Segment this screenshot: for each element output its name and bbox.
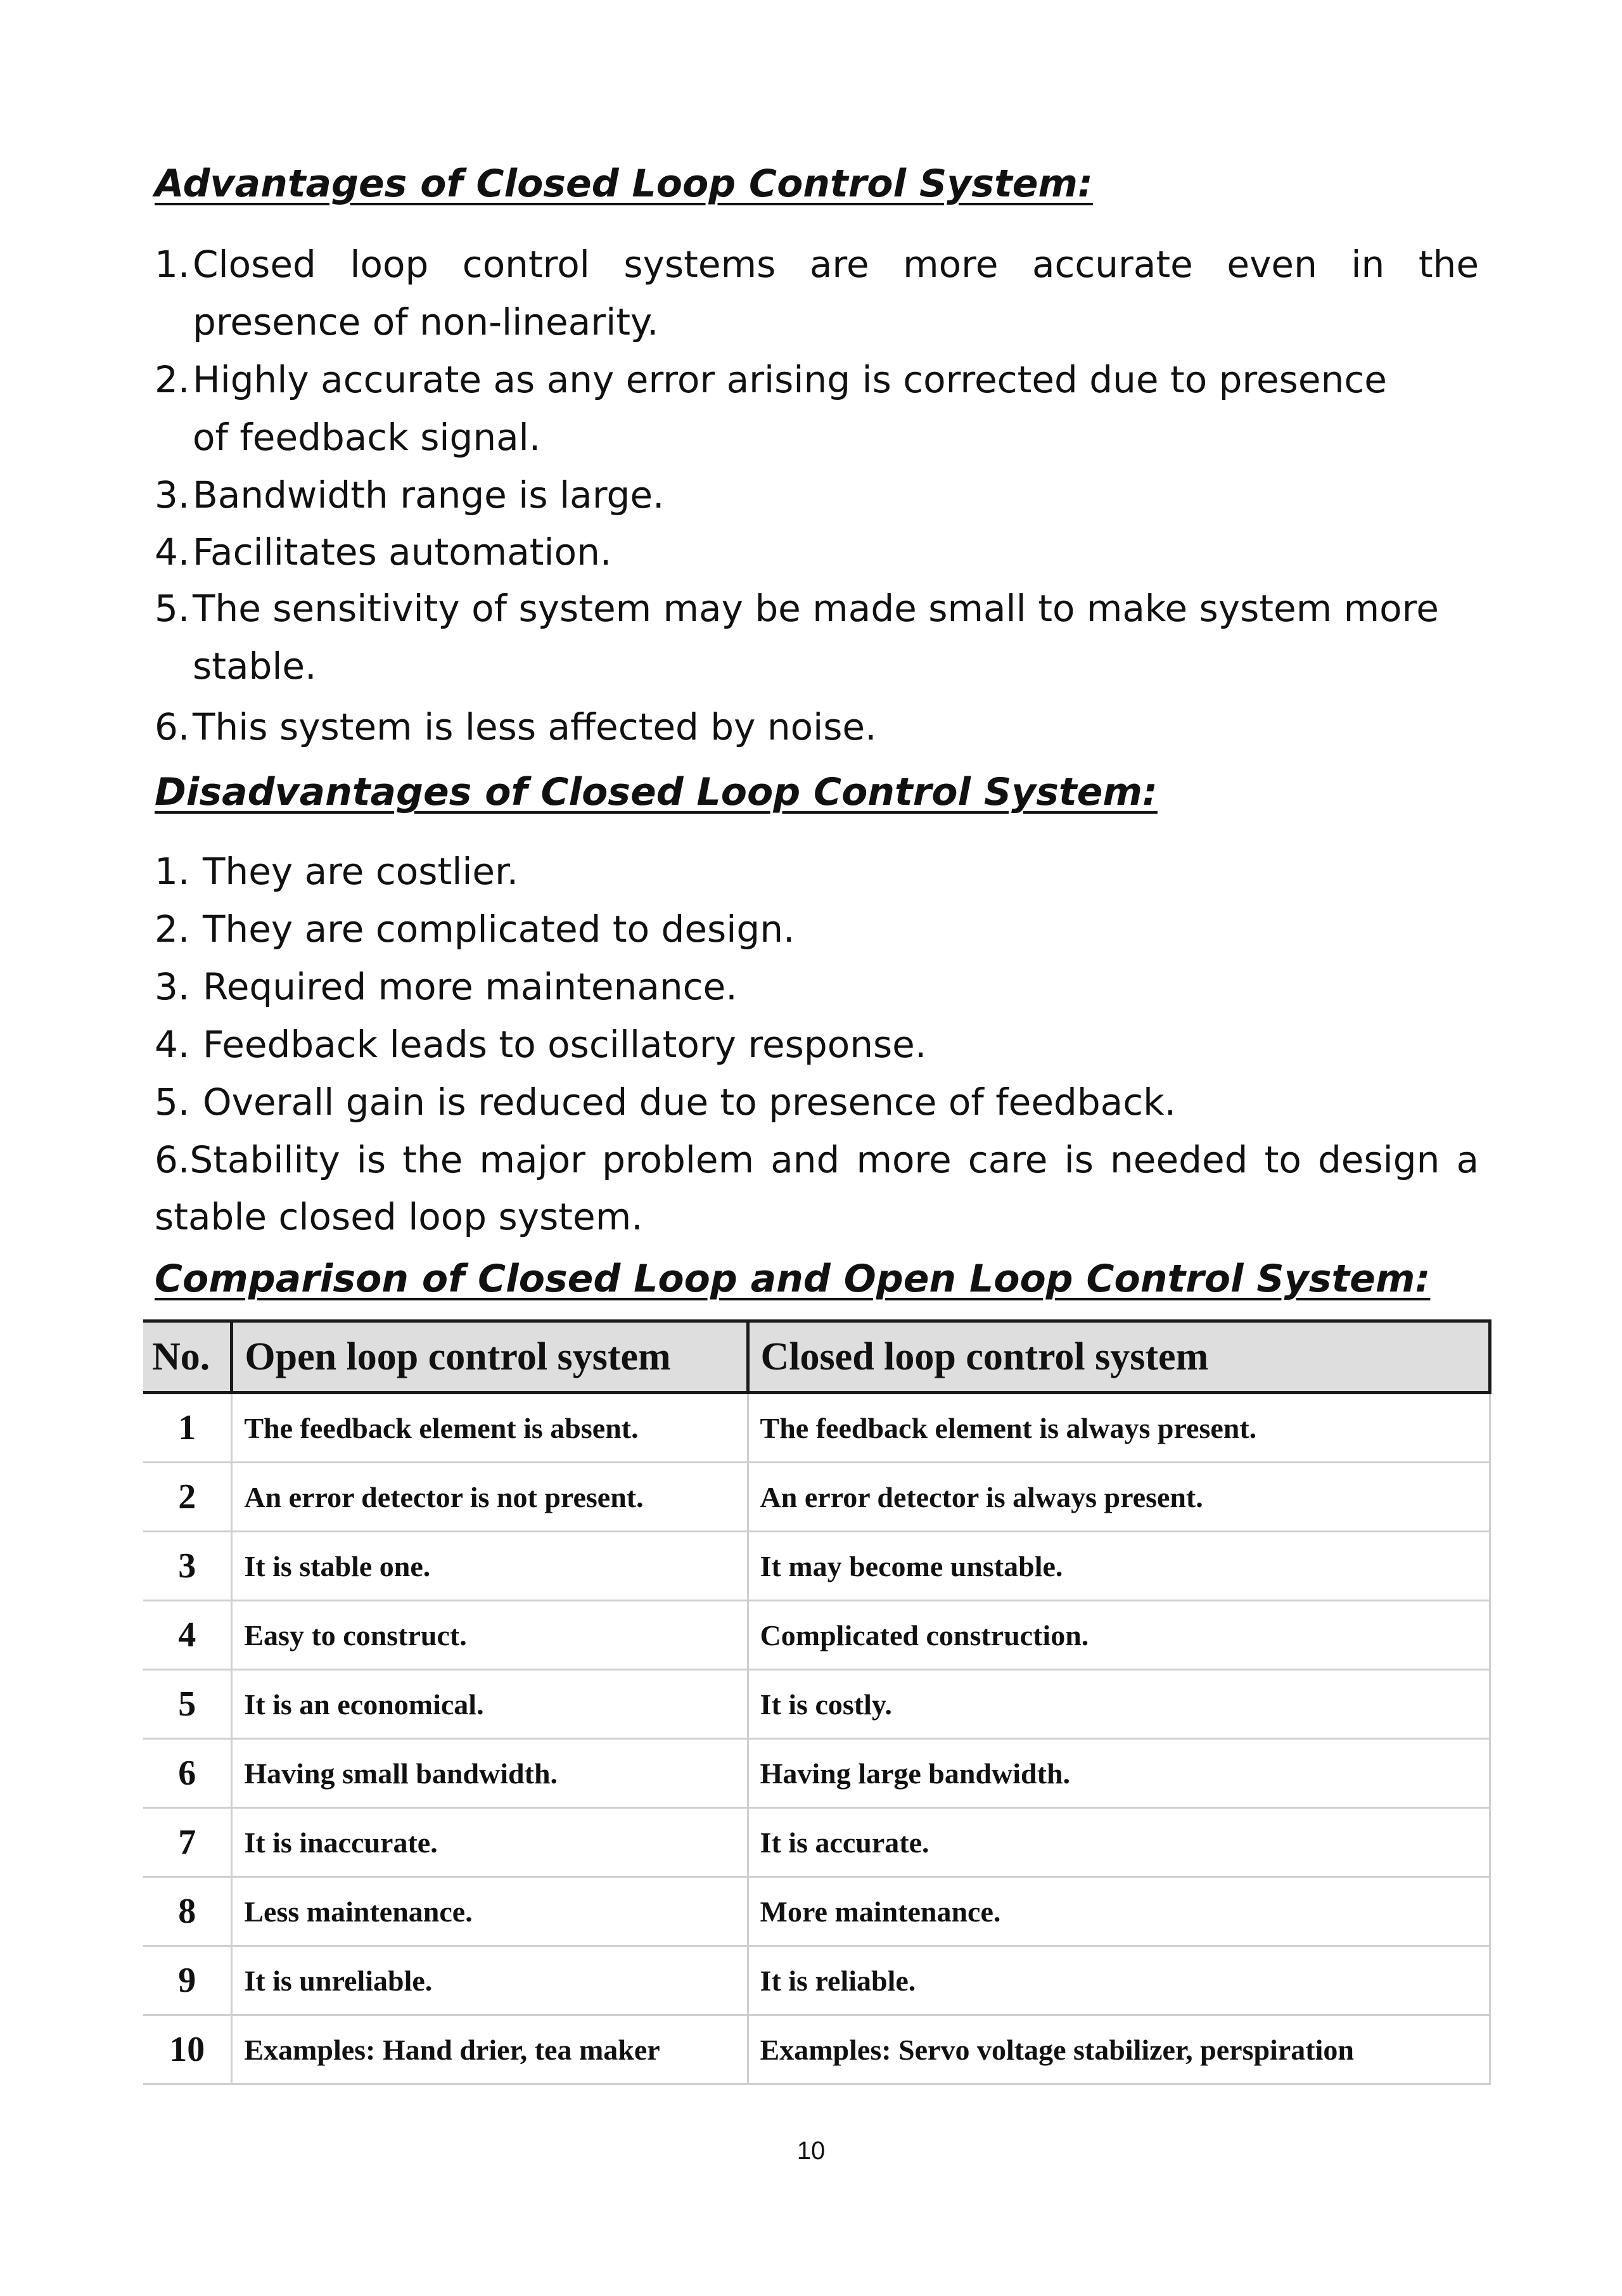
item-text: Closed loop control systems are more accurate even in the bbox=[193, 243, 1479, 286]
list-item bbox=[155, 695, 1479, 759]
table-row bbox=[143, 1532, 1490, 1601]
item-text: Feedback leads to oscillatory response. bbox=[203, 1023, 927, 1066]
closed-loop-cell: It is reliable. bbox=[748, 1946, 1490, 2015]
item-number: 3. bbox=[155, 473, 190, 516]
closed-loop-cell: It is accurate. bbox=[748, 1808, 1490, 1877]
closed-loop-cell: It may become unstable. bbox=[748, 1532, 1490, 1601]
table-row bbox=[143, 1463, 1490, 1532]
open-loop-cell: It is inaccurate. bbox=[232, 1808, 748, 1877]
row-number: 8 bbox=[143, 1877, 232, 1946]
row-number: 1 bbox=[143, 1393, 232, 1463]
open-loop-cell: Having small bandwidth. bbox=[232, 1739, 748, 1808]
row-number: 2 bbox=[143, 1463, 232, 1532]
list-item bbox=[155, 843, 1479, 901]
item-number: 5. bbox=[155, 587, 190, 630]
table-row bbox=[143, 1601, 1490, 1670]
list-item bbox=[155, 1016, 1479, 1074]
open-loop-cell: An error detector is not present. bbox=[232, 1463, 748, 1532]
open-loop-cell: Less maintenance. bbox=[232, 1877, 748, 1946]
table-header-row bbox=[143, 1321, 1490, 1393]
row-number: 7 bbox=[143, 1808, 232, 1877]
disadvantages-heading: Disadvantages of Closed Loop Control System: bbox=[155, 770, 1158, 814]
item-text: They are complicated to design. bbox=[203, 907, 795, 951]
item-text: The sensitivity of system may be made small to make system more bbox=[193, 587, 1439, 630]
item-number: 4. bbox=[155, 530, 190, 574]
column-header-closed-loop: Closed loop control system bbox=[748, 1321, 1490, 1393]
row-number: 3 bbox=[143, 1532, 232, 1601]
table-row bbox=[143, 1739, 1490, 1808]
row-number: 5 bbox=[143, 1670, 232, 1739]
item-number: 4. bbox=[155, 1023, 190, 1066]
closed-loop-cell: Complicated construction. bbox=[748, 1601, 1490, 1670]
closed-loop-cell: It is costly. bbox=[748, 1670, 1490, 1739]
open-loop-cell: Easy to construct. bbox=[232, 1601, 748, 1670]
row-number: 10 bbox=[143, 2015, 232, 2084]
row-number: 9 bbox=[143, 1946, 232, 2015]
column-header-no: No. bbox=[143, 1321, 232, 1393]
list-item bbox=[155, 1131, 1479, 1245]
item-text-continued: of feedback signal. bbox=[193, 416, 541, 459]
item-text-continued: presence of non-linearity. bbox=[193, 300, 659, 343]
list-item bbox=[155, 958, 1479, 1016]
open-loop-cell: It is unreliable. bbox=[232, 1946, 748, 2015]
advantages-heading: Advantages of Closed Loop Control System: bbox=[155, 162, 1093, 206]
item-number: 1. bbox=[155, 850, 190, 893]
list-item bbox=[155, 1074, 1479, 1131]
page-number: 10 bbox=[796, 2137, 826, 2165]
list-item bbox=[155, 524, 1479, 580]
item-number: 1. bbox=[155, 243, 190, 286]
item-text: Required more maintenance. bbox=[203, 965, 738, 1008]
item-text: Highly accurate as any error arising is corrected due to presence bbox=[193, 358, 1387, 401]
item-text: Facilitates automation. bbox=[193, 530, 612, 574]
item-text: Overall gain is reduced due to presence of feedback. bbox=[203, 1081, 1177, 1124]
open-loop-cell: It is an economical. bbox=[232, 1670, 748, 1739]
table-row bbox=[143, 1393, 1490, 1463]
list-item bbox=[155, 901, 1479, 958]
closed-loop-cell: An error detector is always present. bbox=[748, 1463, 1490, 1532]
closed-loop-cell: More maintenance. bbox=[748, 1877, 1490, 1946]
open-loop-cell: It is stable one. bbox=[232, 1532, 748, 1601]
list-item bbox=[155, 351, 1479, 466]
item-number: 2. bbox=[155, 358, 190, 401]
open-loop-cell: The feedback element is absent. bbox=[232, 1393, 748, 1463]
row-number: 6 bbox=[143, 1739, 232, 1808]
item-number: 6. bbox=[155, 705, 190, 748]
closed-loop-cell: The feedback element is always present. bbox=[748, 1393, 1490, 1463]
table-row bbox=[143, 2015, 1490, 2084]
row-number: 4 bbox=[143, 1601, 232, 1670]
item-text: Stability is the major problem and more care is needed to design a stable closed loop system. bbox=[155, 1138, 1479, 1238]
list-item bbox=[155, 236, 1479, 351]
item-text-continued: stable. bbox=[193, 645, 317, 688]
item-text: They are costlier. bbox=[203, 850, 519, 893]
item-number: 3. bbox=[155, 965, 190, 1008]
table-row bbox=[143, 1670, 1490, 1739]
item-text: This system is less affected by noise. bbox=[193, 705, 877, 748]
list-item bbox=[155, 466, 1479, 524]
comparison-heading: Comparison of Closed Loop and Open Loop Control System: bbox=[155, 1257, 1431, 1301]
open-loop-cell: Examples: Hand drier, tea maker bbox=[232, 2015, 748, 2084]
item-number: 6. bbox=[155, 1138, 190, 1181]
closed-loop-cell: Having large bandwidth. bbox=[748, 1739, 1490, 1808]
comparison-table bbox=[143, 1319, 1491, 2085]
disadvantages-list bbox=[155, 843, 1479, 1245]
item-text: Bandwidth range is large. bbox=[193, 473, 665, 516]
table-row bbox=[143, 1877, 1490, 1946]
list-item bbox=[155, 580, 1479, 695]
column-header-open-loop: Open loop control system bbox=[232, 1321, 748, 1393]
table-row bbox=[143, 1946, 1490, 2015]
table-row bbox=[143, 1808, 1490, 1877]
closed-loop-cell: Examples: Servo voltage stabilizer, perspiration bbox=[748, 2015, 1490, 2084]
item-number: 5. bbox=[155, 1081, 190, 1124]
item-number: 2. bbox=[155, 907, 190, 951]
advantages-list bbox=[155, 236, 1479, 759]
